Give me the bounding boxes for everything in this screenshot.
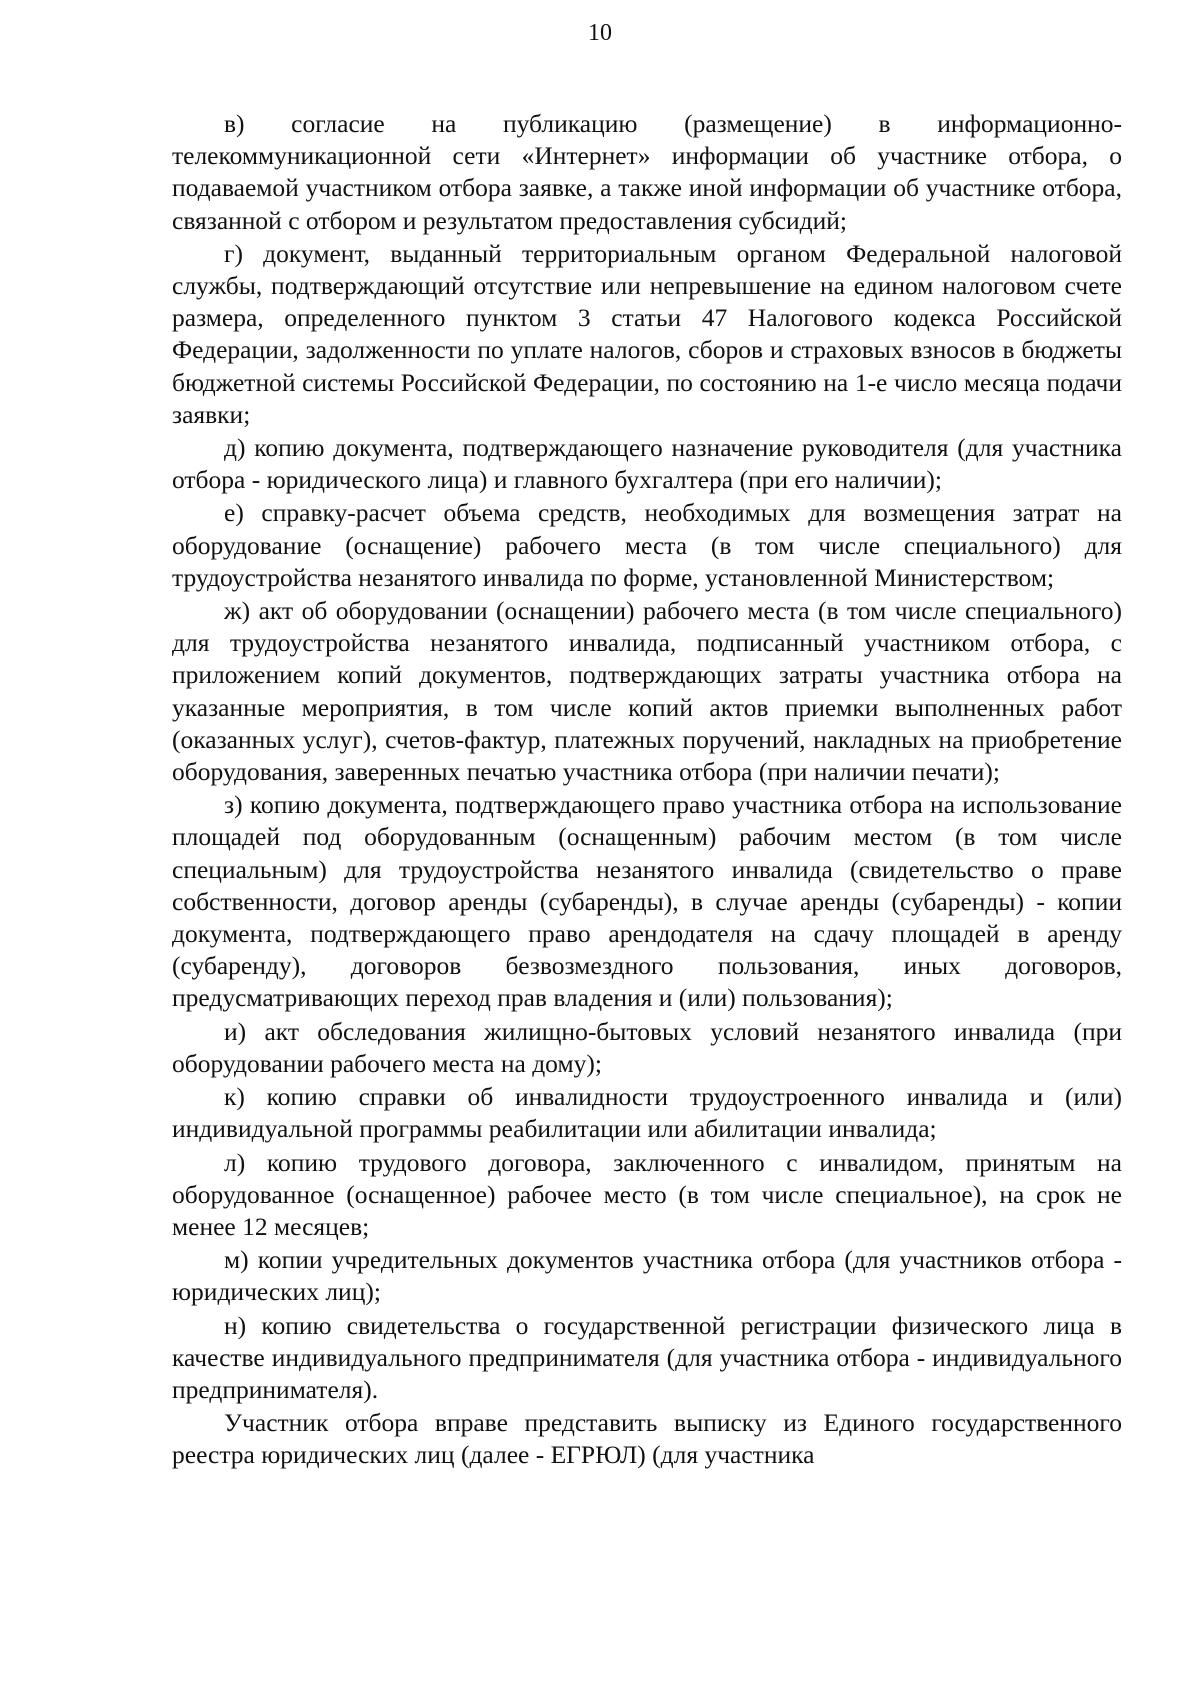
paragraph-m: м) копии учредительных документов участника отбора (для участников отбора - юридических лиц);: [172, 1245, 1122, 1307]
paragraph-participant: Участник отбора вправе представить выписку из Единого государственного реестра юридических лиц (далее - ЕГРЮЛ) (для участника: [172, 1408, 1122, 1470]
paragraph-l: л) копию трудового договора, заключенного с инвалидом, принятым на оборудованное (оснащенное) рабочее место (в том числе специальное), на срок не менее 12 месяцев;: [172, 1147, 1122, 1241]
document-body: [172, 108, 1122, 1473]
paragraph-i: и) акт обследования жилищно-бытовых условий незанятого инвалида (при оборудовании рабочего места на дому);: [172, 1016, 1122, 1078]
paragraph-e: е) справку-расчет объема средств, необходимых для возмещения затрат на оборудование (оснащение) рабочего места (в том числе специального) для трудоустройства незанятого инвалида по форме, установленной Министерством;: [172, 498, 1122, 592]
paragraph-g: г) документ, выданный территориальным органом Федеральной налоговой службы, подтверждающий отсутствие или непревышение на едином налоговом счете размера, определенного пунктом 3 статьи 47 Налогового кодекса Российской Федерации, задолженности по уплате налогов, сборов и страховых взносов в бюджеты бюджетной системы Российской Федерации, по состоянию на 1-е число месяца подачи заявки;: [172, 238, 1122, 429]
paragraph-z: з) копию документа, подтверждающего право участника отбора на использование площадей под оборудованным (оснащенным) рабочим местом (в том числе специальным) для трудоустройства незанятого инвалида (свидетельство о праве собственности, договор аренды (субаренды), в случае аренды (субаренды) - копии документа, подтверждающего право арендодателя на сдачу площадей в аренду (субаренду), договоров безвозмездного пользования, иных договоров, предусматривающих переход прав владения и (или) пользования);: [172, 790, 1122, 1013]
paragraph-d: д) копию документа, подтверждающего назначение руководителя (для участника отбора - юридического лица) и главного бухгалтера (при его наличии);: [172, 433, 1122, 495]
page-number: 10: [588, 20, 612, 46]
paragraph-v: в) согласие на публикацию (размещение) в информационно-телекоммуникационной сети «Интернет» информации об участнике отбора, о подаваемой участником отбора заявке, а также иной информации об участнике отбора, связанной с отбором и результатом предоставления субсидий;: [172, 109, 1122, 235]
paragraph-zh: ж) акт об оборудовании (оснащении) рабочего места (в том числе специального) для трудоустройства незанятого инвалида, подписанный участником отбора, с приложением копий документов, подтверждающих затраты участника отбора на указанные мероприятия, в том числе копий актов приемки выполненных работ (оказанных услуг), счетов-фактур, платежных поручений, накладных на приобретение оборудования, заверенных печатью участника отбора (при наличии печати);: [172, 596, 1122, 787]
paragraph-n: н) копию свидетельства о государственной регистрации физического лица в качестве индивидуального предпринимателя (для участника отбора - индивидуального предпринимателя).: [172, 1310, 1122, 1404]
paragraph-k: к) копию справки об инвалидности трудоустроенного инвалида и (или) индивидуальной программы реабилитации или абилитации инвалида;: [172, 1082, 1122, 1144]
